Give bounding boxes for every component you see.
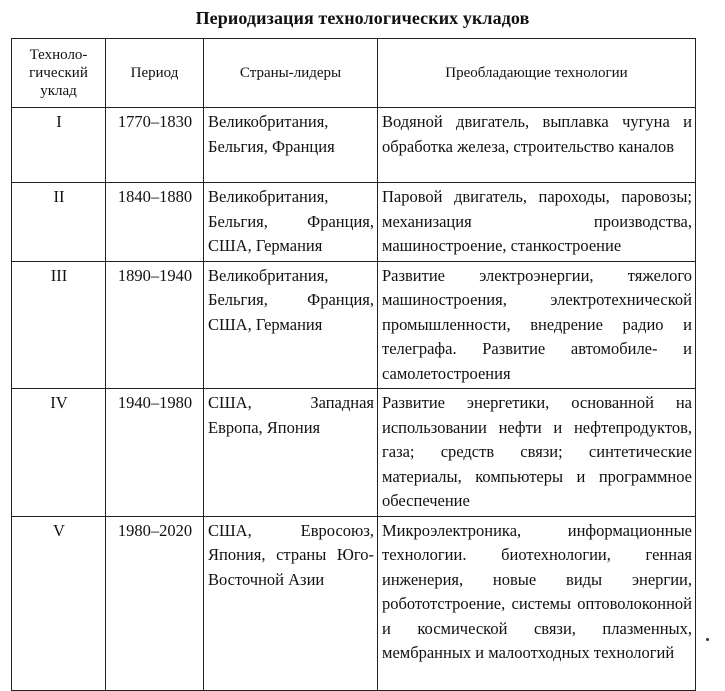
cell-leaders: США, Западная Европа, Япония <box>204 389 378 517</box>
header-technologies: Преобладающие технологии <box>378 39 696 108</box>
cell-period: 1940–1980 <box>106 389 204 517</box>
table-row <box>12 516 696 690</box>
cell-technologies: Микроэлектроника, информационные технологии. биотехнологии, генная инженерия, новые виды энергии, робототстроение, системы оптоволоконной и космической связи, плазменных, мембранных и малоотходных технологий <box>378 516 696 690</box>
cell-technologies: Паровой двигатель, пароходы, паровозы; механизация производства, машиностроение, станкостроение <box>378 183 696 262</box>
table-header-row <box>12 39 696 108</box>
cell-technologies: Развитие энергетики, основанной на использовании нефти и нефтепродуктов, газа; средств связи; синтетические материалы, компьютеры и программное обеспечение <box>378 389 696 517</box>
cell-structure: V <box>12 516 106 690</box>
cell-leaders: Великобритания, Бельгия, Франция, США, Германия <box>204 261 378 389</box>
cell-structure: II <box>12 183 106 262</box>
periodization-table <box>11 38 696 691</box>
cell-technologies: Развитие электроэнергии, тяжелого машиностроения, электротехнической промышленности, внедрение радио и телеграфа. Развитие автомобиле- и самолетостроения <box>378 261 696 389</box>
cell-structure: IV <box>12 389 106 517</box>
cell-leaders: Великобритания, Бельгия, Франция <box>204 108 378 183</box>
cell-period: 1770–1830 <box>106 108 204 183</box>
table-row <box>12 183 696 262</box>
page-title: Периодизация технологических укладов <box>195 8 530 28</box>
table-row <box>12 261 696 389</box>
table-row <box>12 389 696 517</box>
cell-structure: I <box>12 108 106 183</box>
cell-period: 1980–2020 <box>106 516 204 690</box>
header-structure: Техноло-гический уклад <box>12 39 106 108</box>
header-leaders: Страны-лидеры <box>204 39 378 108</box>
cell-period: 1840–1880 <box>106 183 204 262</box>
stray-dot-mark <box>706 638 709 641</box>
cell-technologies: Водяной двигатель, выплавка чугуна и обработка железа, строительство каналов <box>378 108 696 183</box>
table-row <box>12 108 696 183</box>
cell-leaders: Великобритания, Бельгия, Франция, США, Германия <box>204 183 378 262</box>
cell-period: 1890–1940 <box>106 261 204 389</box>
cell-structure: III <box>12 261 106 389</box>
cell-leaders: США, Евросоюз, Япония, страны Юго-Восточной Азии <box>204 516 378 690</box>
header-period: Период <box>106 39 204 108</box>
